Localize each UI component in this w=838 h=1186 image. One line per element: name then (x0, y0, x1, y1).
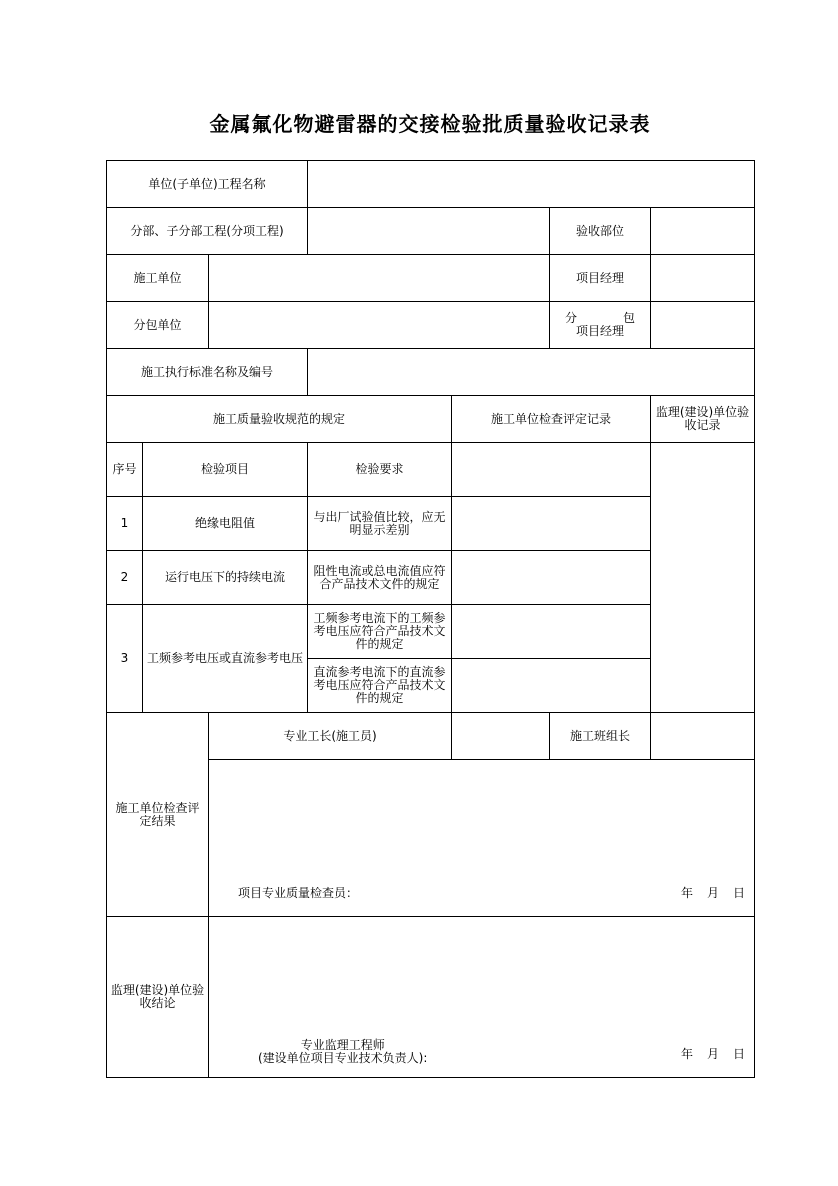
sub-project-manager-field[interactable] (651, 302, 755, 349)
sub-project-manager-label (550, 302, 651, 349)
row-requirement: 与出厂试验值比较，应无明显示差别 (308, 497, 452, 551)
standard-field[interactable] (308, 349, 755, 396)
spec-rules-header: 施工质量验收规范的规定 (107, 396, 452, 443)
sub-pm-char-a: 分 (565, 311, 578, 325)
acceptance-part-field[interactable] (651, 208, 755, 255)
sub-pm-char-b: 包 (622, 311, 635, 325)
check-record-cell[interactable] (452, 605, 651, 659)
check-record-cell[interactable] (452, 497, 651, 551)
month-label: 月 (706, 1047, 719, 1061)
supervision-conclusion-area[interactable] (209, 917, 755, 1078)
page-title: 金属氟化物避雷器的交接检验批质量验收记录表 (209, 112, 651, 136)
sub-pm-line2: 项目经理 (575, 324, 624, 338)
standard-label: 施工执行标准名称及编号 (107, 349, 308, 396)
date-line (667, 887, 745, 900)
project-name-field[interactable] (308, 161, 755, 208)
unit-result-label: 施工单位检查评定结果 (107, 713, 209, 917)
col-item-header: 检验项目 (143, 443, 308, 497)
acceptance-record-table (106, 160, 755, 1078)
col-no-header: 序号 (107, 443, 143, 497)
row-requirement: 阻性电流或总电流值应符合产品技术文件的规定 (308, 551, 452, 605)
unit-check-record-header: 施工单位检查评定记录 (452, 396, 651, 443)
construction-unit-field[interactable] (209, 255, 550, 302)
engineer-signature-label (258, 1039, 427, 1065)
row-no: 2 (107, 551, 143, 605)
project-manager-label: 项目经理 (550, 255, 651, 302)
row-item: 工频参考电压或直流参考电压 (143, 605, 308, 713)
subcontract-unit-field[interactable] (209, 302, 550, 349)
check-record-cell[interactable] (452, 443, 651, 497)
row-requirement: 直流参考电流下的直流参考电压应符合产品技术文件的规定 (308, 659, 452, 713)
row-requirement: 工频参考电流下的工频参考电压应符合产品技术文件的规定 (308, 605, 452, 659)
row-item: 运行电压下的持续电流 (143, 551, 308, 605)
engineer-line2: (建设单位项目专业技术负责人): (258, 1051, 428, 1065)
construction-unit-label: 施工单位 (107, 255, 209, 302)
project-name-label: 单位(子单位)工程名称 (107, 161, 308, 208)
foreman-field[interactable] (452, 713, 550, 760)
team-leader-label: 施工班组长 (550, 713, 651, 760)
row-no: 1 (107, 497, 143, 551)
date-line (667, 1048, 745, 1061)
acceptance-part-label: 验收部位 (550, 208, 651, 255)
inspector-label: 项目专业质量检查员： (238, 886, 359, 900)
row-item: 绝缘电阻值 (143, 497, 308, 551)
team-leader-field[interactable] (651, 713, 755, 760)
check-record-cell[interactable] (452, 659, 651, 713)
foreman-label: 专业工长(施工员) (209, 713, 452, 760)
day-label: 日 (732, 886, 745, 900)
col-req-header: 检验要求 (308, 443, 452, 497)
supervision-record-header: 监理(建设)单位验收记录 (651, 396, 755, 443)
sub-project-field[interactable] (308, 208, 550, 255)
sub-project-label: 分部、子分部工程(分项工程) (107, 208, 308, 255)
row-no: 3 (107, 605, 143, 713)
engineer-line1: 专业监理工程师 (300, 1038, 385, 1052)
unit-result-area[interactable] (209, 760, 755, 917)
day-label: 日 (732, 1047, 745, 1061)
year-label: 年 (680, 886, 693, 900)
subcontract-unit-label: 分包单位 (107, 302, 209, 349)
supervision-record-cell[interactable] (651, 443, 755, 713)
check-record-cell[interactable] (452, 551, 651, 605)
supervision-conclusion-label: 监理(建设)单位验收结论 (107, 917, 209, 1078)
year-label: 年 (680, 1047, 693, 1061)
month-label: 月 (706, 886, 719, 900)
project-manager-field[interactable] (651, 255, 755, 302)
